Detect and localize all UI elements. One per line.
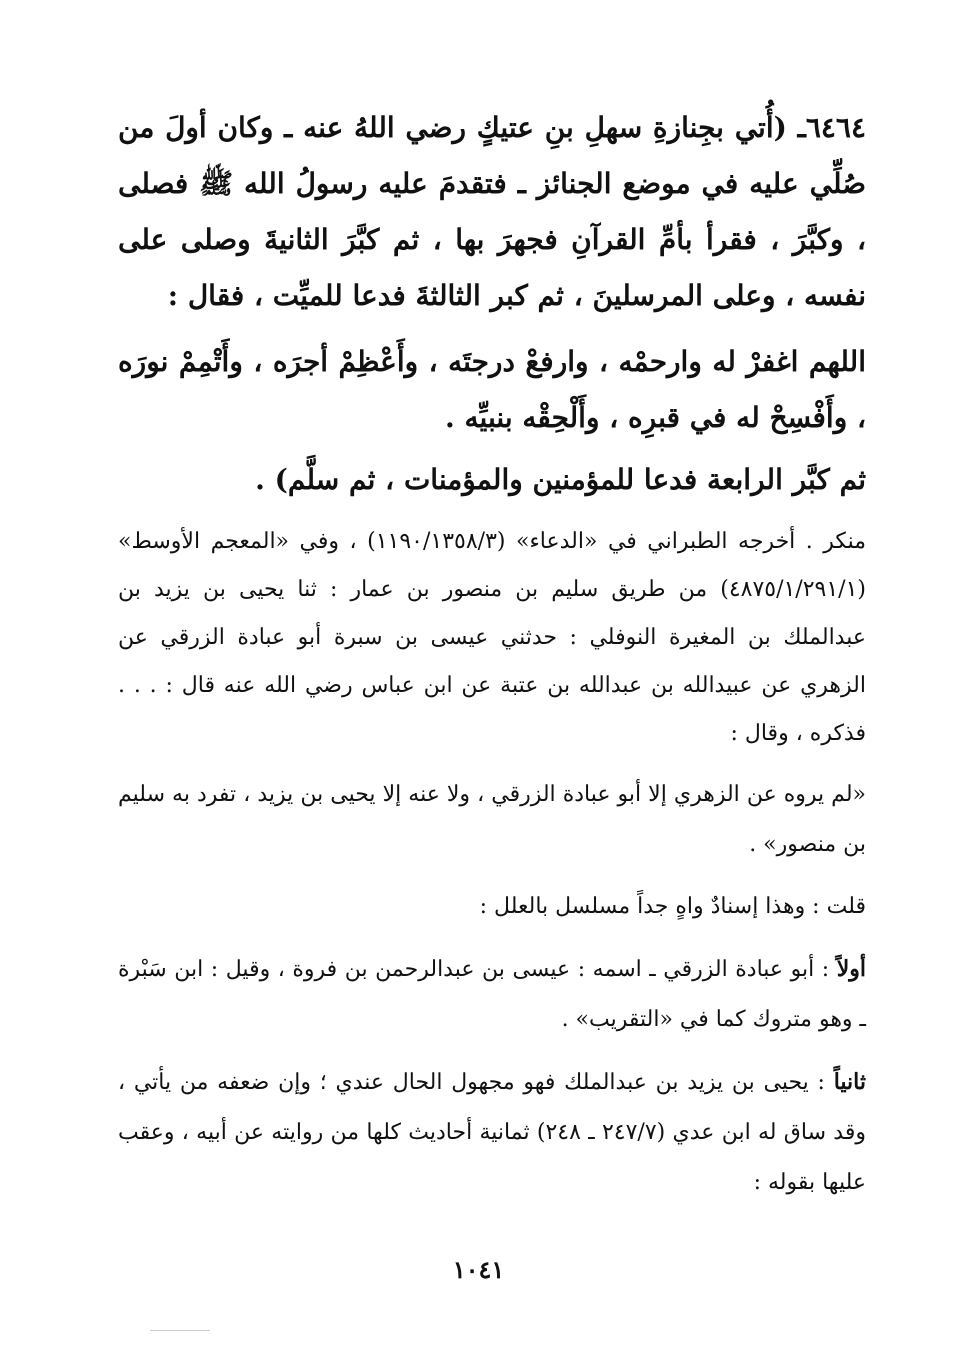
first-defect-text: : أبو عبادة الزرقي ـ اسمه : عيسى بن عبدالرحمن بن فروة ، وقيل : ابن سَبْرة ـ وهو متروك كما في «التقريب» . — [118, 957, 866, 1032]
hadith-text: ٦٤٦٤ـ (أُتي بجِنازةِ سهلِ بنِ عتيكٍ رضي اللهُ عنه ـ وكان أولَ من صُلِّي عليه في موضع الجنائز ـ فتقدمَ عليه رسولُ الله ﷺ فصلى ، وكبَّرَ ، فقرأ بأمِّ القرآنِ فجهرَ بها ، ثم كبَّرَ الثانيةَ وصلى على نفسه ، وعلى المرسلينَ ، ثم كبر الثالثةَ فدعا للميِّت ، فقال : — [118, 111, 867, 312]
hadith-closing-text: ثم كبَّر الرابعة فدعا للمؤمنين والمؤمنات ، ثم سلَّم) . — [255, 463, 866, 496]
scan-edge-mark — [150, 1330, 210, 1331]
author-note: قلت : وهذا إسنادٌ واهٍ جداً مسلسل بالعلل : — [479, 894, 866, 919]
second-defect-label: ثانياً — [833, 1069, 866, 1095]
dua-text: اللهم اغفرْ له وارحمْه ، وارفعْ درجتَه ، وأَعْظِمْ أجرَه ، وأَتْمِمْ نورَه ، وأَفْسِحْ له في قبرِه ، وأَلْحِقْه بنبيِّه . — [118, 345, 866, 434]
page-body — [118, 100, 866, 1208]
first-defect-paragraph — [118, 944, 866, 1045]
takhrij-commentary: منكر . أخرجه الطبراني في «الدعاء» (١١٩٠/١٣٥٨/٣) ، وفي «المعجم الأوسط» (٤٨٧٥/١/٢٩١/١) من طريق سليم بن منصور بن عمار : ثنا يحيى بن يزيد بن عبدالملك بن المغيرة النوفلي : حدثني عيسى بن سبرة أبو عبادة الزرقي عن الزهري عن عبيدالله بن عبدالله بن عتبة عن ابن عباس رضي الله عنه قال : . . . فذكره ، وقال : — [118, 529, 866, 746]
first-defect-label: أولاً — [836, 956, 866, 982]
page-number: ١٠٤١ — [452, 1255, 505, 1284]
tabarani-quote: «لم يروه عن الزهري إلا أبو عبادة الزرقي ، ولا عنه إلا يحيى بن يزيد ، تفرد به سليم بن منصور» . — [118, 782, 866, 857]
second-defect-paragraph — [118, 1057, 866, 1208]
second-defect-text: : يحيى بن يزيد بن عبدالملك فهو مجهول الحال عندي ؛ وإن ضعفه من يأتي ، وقد ساق له ابن عدي (٢٤٧/٧ ـ ٢٤٨) ثمانية أحاديث كلها من روايته عن أبيه ، وعقب عليها بقوله : — [118, 1070, 866, 1195]
